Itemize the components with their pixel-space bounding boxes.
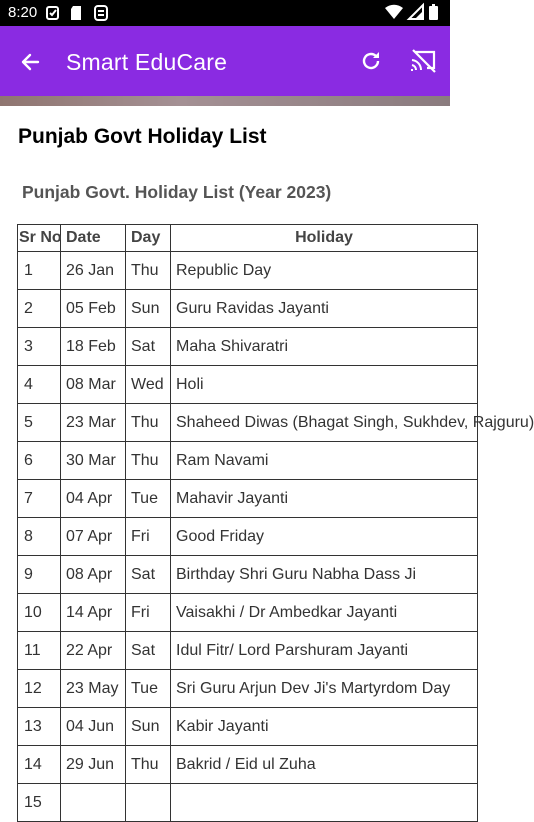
cell-sr-no: 15 [18, 784, 61, 822]
table-row [18, 518, 478, 556]
header-holiday: Holiday [171, 225, 478, 252]
wifi-icon [385, 5, 403, 19]
cell-day: Sun [126, 290, 171, 328]
cell-holiday: Bakrid / Eid ul Zuha [171, 746, 478, 784]
cell-date: 30 Mar [61, 442, 126, 480]
cell-day: Sat [126, 632, 171, 670]
status-bar [0, 0, 450, 26]
cell-holiday: Shaheed Diwas (Bhagat Singh, Sukhdev, Rajguru) [171, 404, 478, 442]
cell-day: Thu [126, 404, 171, 442]
sd-card-icon [70, 5, 84, 21]
cell-sr-no: 13 [18, 708, 61, 746]
table-row [18, 594, 478, 632]
cell-date: 18 Feb [61, 328, 126, 366]
cell-date [61, 784, 126, 822]
cell-sr-no: 11 [18, 632, 61, 670]
cell-sr-no: 4 [18, 366, 61, 404]
status-time: 8:20 [8, 4, 38, 21]
table-row [18, 290, 478, 328]
table-row [18, 480, 478, 518]
cell-date: 26 Jan [61, 252, 126, 290]
cell-holiday: Good Friday [171, 518, 478, 556]
cell-day: Sat [126, 328, 171, 366]
battery-icon [429, 4, 438, 20]
cell-holiday: Holi [171, 366, 478, 404]
cell-day: Thu [126, 252, 171, 290]
cell-date: 04 Apr [61, 480, 126, 518]
cell-date: 23 May [61, 670, 126, 708]
content-area[interactable] [0, 106, 534, 811]
cell-holiday: Birthday Shri Guru Nabha Dass Ji [171, 556, 478, 594]
table-row [18, 252, 478, 290]
cell-sr-no: 6 [18, 442, 61, 480]
cell-date: 07 Apr [61, 518, 126, 556]
cell-date: 29 Jun [61, 746, 126, 784]
cell-day: Wed [126, 366, 171, 404]
cast-off-icon[interactable] [410, 48, 438, 74]
cell-date: 05 Feb [61, 290, 126, 328]
cell-holiday: Ram Navami [171, 442, 478, 480]
cell-holiday: Sri Guru Arjun Dev Ji's Martyrdom Day [171, 670, 478, 708]
cell-sr-no: 1 [18, 252, 61, 290]
cell-sr-no: 3 [18, 328, 61, 366]
table-row [18, 746, 478, 784]
cell-sr-no: 14 [18, 746, 61, 784]
cell-day: Thu [126, 746, 171, 784]
cell-date: 14 Apr [61, 594, 126, 632]
cell-day: Tue [126, 480, 171, 518]
page-subtitle: Punjab Govt. Holiday List (Year 2023) [22, 182, 332, 202]
cell-holiday: Mahavir Jayanti [171, 480, 478, 518]
cell-sr-no: 12 [18, 670, 61, 708]
cell-date: 23 Mar [61, 404, 126, 442]
cell-sr-no: 2 [18, 290, 61, 328]
table-row [18, 556, 478, 594]
cell-holiday: Idul Fitr/ Lord Parshuram Jayanti [171, 632, 478, 670]
refresh-icon[interactable] [359, 49, 383, 73]
cell-day: Sun [126, 708, 171, 746]
header-sr-no: Sr No [18, 225, 61, 252]
cell-day: Tue [126, 670, 171, 708]
table-row [18, 366, 478, 404]
cell-day: Thu [126, 442, 171, 480]
table-row [18, 784, 478, 822]
table-row [18, 670, 478, 708]
holiday-table [17, 224, 534, 822]
cell-sr-no: 10 [18, 594, 61, 632]
cell-sr-no: 5 [18, 404, 61, 442]
table-row [18, 708, 478, 746]
cell-date: 08 Mar [61, 366, 126, 404]
sim-icon [94, 5, 108, 21]
cell-date: 22 Apr [61, 632, 126, 670]
cell-holiday: Republic Day [171, 252, 478, 290]
table-row [18, 404, 478, 442]
cell-day: Sat [126, 556, 171, 594]
cell-sr-no: 9 [18, 556, 61, 594]
cell-holiday: Guru Ravidas Jayanti [171, 290, 478, 328]
table-row [18, 632, 478, 670]
app-bar [0, 26, 450, 96]
page-title: Punjab Govt Holiday List [18, 125, 267, 148]
cell-date: 04 Jun [61, 708, 126, 746]
cell-sr-no: 7 [18, 480, 61, 518]
header-date: Date [61, 225, 126, 252]
cell-holiday: Vaisakhi / Dr Ambedkar Jayanti [171, 594, 478, 632]
cell-day [126, 784, 171, 822]
cell-day: Fri [126, 518, 171, 556]
app-title: Smart EduCare [66, 49, 228, 75]
header-day: Day [126, 225, 171, 252]
table-header-row [18, 225, 478, 252]
cell-day: Fri [126, 594, 171, 632]
notification-icon [46, 5, 60, 21]
header-image [0, 96, 450, 106]
table-row [18, 442, 478, 480]
cell-holiday: Kabir Jayanti [171, 708, 478, 746]
table-row [18, 328, 478, 366]
cell-date: 08 Apr [61, 556, 126, 594]
cell-sr-no: 8 [18, 518, 61, 556]
signal-icon [409, 5, 423, 19]
cell-holiday [171, 784, 478, 822]
back-arrow-icon[interactable] [18, 50, 42, 74]
cell-holiday: Maha Shivaratri [171, 328, 478, 366]
